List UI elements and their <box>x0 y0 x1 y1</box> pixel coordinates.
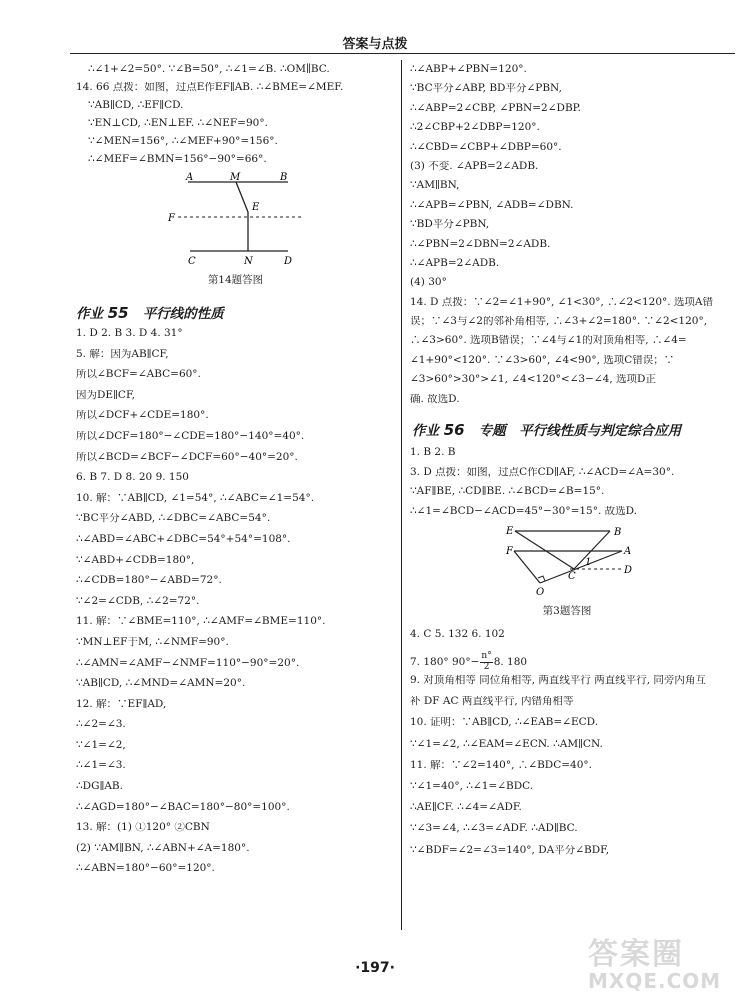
text-line: ∴AE∥CF. ∴∠4=∠ADF. <box>410 802 522 814</box>
figure-14 <box>88 170 393 272</box>
text-line: ∵AB∥CD, ∴EF∥CD. <box>88 100 184 111</box>
text-line: ∵∠BDF=∠2=∠3=140°, DA平分∠BDF, <box>410 844 610 856</box>
text-line: ∴∠MEF=∠BMN=156°−90°=66°. <box>88 154 267 165</box>
text-line: 6. B 7. D 8. 20 9. 150 <box>76 472 189 484</box>
fraction-numerator: n° <box>481 651 492 662</box>
label-a: A <box>186 172 194 183</box>
page-number: ·197· <box>355 960 395 976</box>
text-line: 13. 解：(1) ①120° ②CBN <box>76 822 210 834</box>
text-line: 误；∵∠3与∠2的邻补角相等, ∴∠3+∠2=180°. ∵∠2<120°, <box>410 316 708 328</box>
section-55-heading <box>76 302 393 328</box>
text-line: (2) ∵AM∥BN, ∴∠ABN+∠A=180°. <box>76 842 250 854</box>
text-line: ∴∠1=∠3. <box>76 760 126 772</box>
left-column <box>76 60 393 884</box>
text-line: ∴∠APB=2∠ADB. <box>410 257 500 269</box>
text-line: ∵∠MEN=156°, ∴∠MEF+90°=156°. <box>88 136 278 147</box>
text-line: 因为DE∥CF, <box>76 389 135 401</box>
text-line: 12. 解：∵EF∥AD, <box>76 698 167 710</box>
section-title: 平行线的性质 <box>142 306 224 322</box>
watermark-logo: 答案圈 MXQE.COM <box>588 937 722 993</box>
text-line: ∵∠1=40°, ∴∠1=∠BDC. <box>410 780 534 792</box>
text-line: ∴∠CDB=180°−∠ABD=72°. <box>76 575 222 587</box>
text-line: 11. 解：∵∠2=140°, ∴∠BDC=40°. <box>410 759 592 771</box>
text-line: 所以∠DCF=180°−∠CDE=180°−140°=40°. <box>76 430 305 442</box>
text-line: ∴DG∥AB. <box>76 781 123 793</box>
text-line: ∴∠APB=∠PBN, ∠ADB=∠DBN. <box>410 199 574 211</box>
section-title: 专题 平行线性质与判定综合应用 <box>478 423 682 440</box>
text-line: ∵BC平分∠ABD, ∴∠DBC=∠ABC=54°. <box>76 513 271 525</box>
label-d: D <box>624 565 633 577</box>
fraction-denominator: 2 <box>483 661 490 672</box>
text-line: 11. 解：∵∠BME=110°, ∴∠AMF=∠BME=110°. <box>76 616 326 628</box>
text-line: ∵∠3=∠4, ∴∠3=∠ADF. ∴AD∥BC. <box>410 823 578 835</box>
text-line: ∵AM∥BN, <box>410 180 460 192</box>
text-line: 补 DF AC 两直线平行, 内错角相等 <box>410 696 574 708</box>
text-line: ∵∠1=∠2, <box>76 739 126 751</box>
text-line: 9. 对顶角相等 同位角相等, 两直线平行 两直线平行, 同旁内角互 <box>410 675 706 687</box>
fraction <box>480 652 492 672</box>
text-line: 4. C 5. 132 6. 102 <box>410 629 505 641</box>
text-line: ∴∠PBN=2∠DBN=2∠ADB. <box>410 238 551 250</box>
text-line: ∴∠ABD=∠ABC+∠DBC=54°+54°=108°. <box>76 533 291 545</box>
text-line: ∴∠ABN=180°−60°=120°. <box>76 863 215 875</box>
section-number: 55 <box>107 304 129 322</box>
text-line: (4) 30° <box>410 277 447 289</box>
text-line: ∴2∠CBP+2∠DBP=120°. <box>410 122 540 134</box>
page-header-title: 答案与点拨 <box>342 37 408 52</box>
text-line: 1. B 2. B <box>410 447 456 459</box>
label-d: D <box>284 256 293 267</box>
section-56-heading <box>412 413 740 447</box>
text-line: ∴∠AGD=180°−∠BAC=180°−80°=100°. <box>76 801 290 813</box>
section-prefix: 作业 <box>412 423 439 440</box>
figure-3 <box>410 525 740 603</box>
label-a: A <box>624 546 632 558</box>
text-line: ∠3>60°>30°>∠1, ∠4<120°<∠3−∠4, 选项D正 <box>410 374 656 386</box>
text-line: ∴∠1+∠2=50°. ∵∠B=50°, ∴∠1=∠B. ∴OM∥BC. <box>88 63 330 75</box>
label-m: M <box>230 172 241 183</box>
text-line: ∠1+90°<120°. ∵∠3>60°, ∠4<90°, 选项C错误；∵ <box>410 354 675 366</box>
text-line: (3) 不变. ∠APB=2∠ADB. <box>410 160 539 172</box>
text-line: 所以∠BCF=∠ABC=60°. <box>76 369 201 381</box>
header-rule <box>70 53 735 54</box>
label-o: O <box>536 587 545 599</box>
text-line: ∵BD平分∠PBN, <box>410 219 490 231</box>
line7-post: 8. 180 <box>493 655 528 668</box>
text-line: 10. 证明：∵AB∥CD, ∴∠EAB=∠ECD. <box>410 717 599 729</box>
label-c: C <box>568 571 576 583</box>
text-line: ∵EN⊥CD, ∴EN⊥EF. ∴∠NEF=90°. <box>88 118 268 129</box>
text-line: ∴∠AMN=∠AMF−∠NMF=110°−90°=20°. <box>76 657 300 669</box>
text-line: ∵AB∥CD, ∴∠MND=∠AMN=20°. <box>76 678 246 690</box>
text-line: ∵BC平分∠ABP, BD平分∠PBN, <box>410 83 562 95</box>
text-line: ∴∠ABP=2∠CBP, ∠PBN=2∠DBP. <box>410 102 581 114</box>
section-prefix: 作业 <box>76 306 103 322</box>
text-line: 14. 66 点拨：如图，过点E作EF∥AB. ∴∠BME=∠MEF. <box>76 82 344 93</box>
text-line: ∴∠1=∠BCD−∠ACD=45°−30°=15°. 故选D. <box>410 505 638 517</box>
text-line: ∵∠ABD+∠CDB=180°, <box>76 554 195 566</box>
figure-3-caption: 第3题答图 <box>542 605 592 618</box>
text-line: ∴∠2=∠3. <box>76 719 126 731</box>
text-line: 3. D 点拨：如图，过点C作CD∥AF, ∴∠ACD=∠A=30°. <box>410 466 675 478</box>
label-c: C <box>188 256 196 267</box>
text-line: ∵AF∥BE, ∴CD∥BE. ∴∠BCD=∠B=15°. <box>410 486 605 498</box>
right-column <box>410 60 740 866</box>
text-line: 所以∠DCF+∠CDE=180°. <box>76 410 209 422</box>
text-line: 确. 故选D. <box>410 393 460 405</box>
figure-14-caption: 第14题答图 <box>207 274 264 286</box>
text-line: 10. 解：∵AB∥CD, ∠1=54°, ∴∠ABC=∠1=54°. <box>76 492 315 504</box>
text-line: ∴∠ABP+∠PBN=120°. <box>410 64 527 75</box>
label-b: B <box>280 172 288 183</box>
text-line: 1. D 2. B 3. D 4. 31° <box>76 328 183 339</box>
text-line: ∵MN⊥EF于M, ∴∠NMF=90°. <box>76 636 229 648</box>
text-line: ∵∠2=∠CDB, ∴∠2=72°. <box>76 595 200 607</box>
text-line: ∴∠3>60°. 选项B错误；∵∠4与∠1的对顶角相等, ∴∠4= <box>410 335 687 347</box>
column-divider <box>401 60 402 930</box>
text-line: 5. 解：因为AB∥CF, <box>76 348 169 360</box>
label-e: E <box>252 202 260 213</box>
label-f: F <box>168 213 175 224</box>
text-line: ∵∠1=∠2, ∴∠EAM=∠ECN. ∴AM∥CN. <box>410 738 603 750</box>
answer-line-7 <box>410 649 740 675</box>
text-line: 所以∠BCD=∠BCF−∠DCF=60°−40°=20°. <box>76 451 298 463</box>
section-number: 56 <box>443 421 465 440</box>
text-line: 14. D 点拨：∵∠2=∠1+90°, ∠1<30°, ∴∠2<120°. 选项A错 <box>410 296 714 308</box>
label-b: B <box>614 527 622 539</box>
label-n: N <box>244 256 253 267</box>
label-angle-1: 1 <box>585 557 592 569</box>
label-f: F <box>506 546 513 558</box>
label-e: E <box>506 526 514 538</box>
line7-pre: 7. 180° 90°− <box>410 655 480 668</box>
text-line: ∴∠CBD=∠CBP+∠DBP=60°. <box>410 141 562 153</box>
